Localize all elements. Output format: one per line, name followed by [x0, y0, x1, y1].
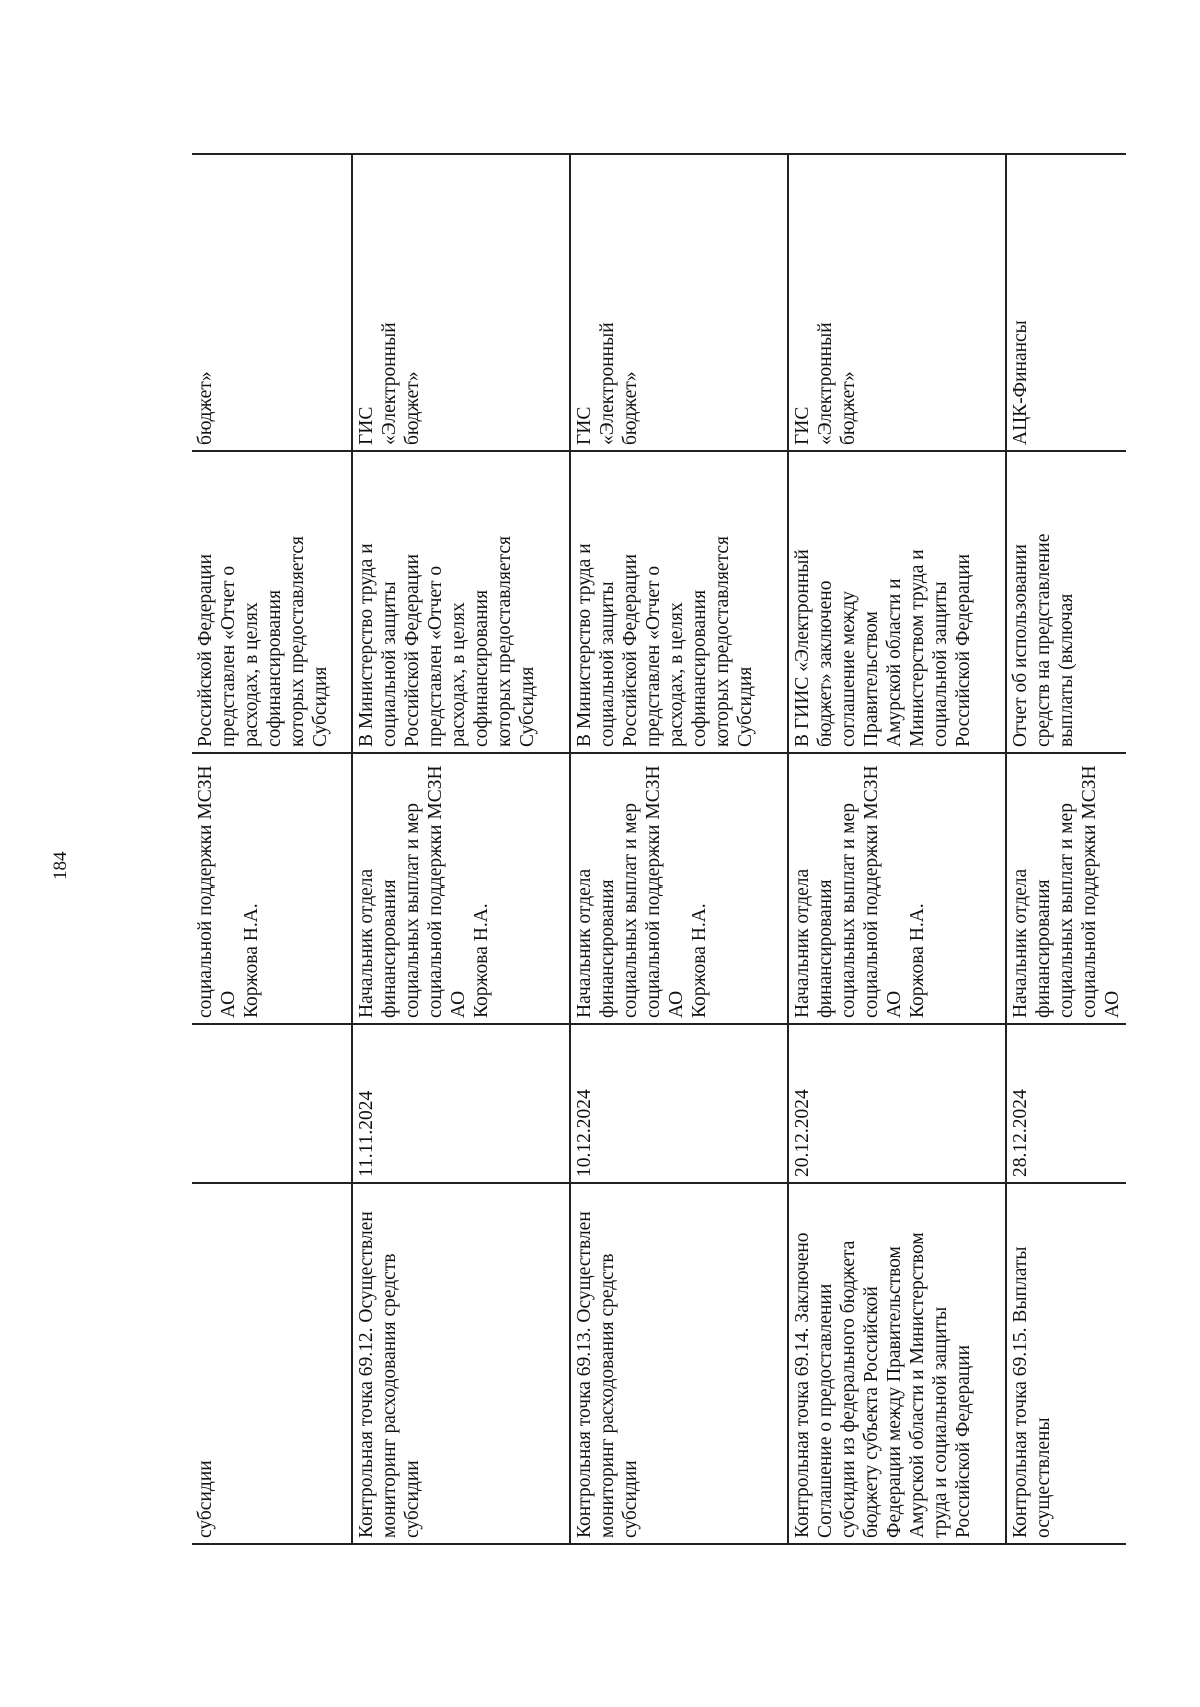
table-row — [352, 154, 570, 1544]
cell-responsible: Начальник отдела финансирования социальных выплат и мер социальной поддержки МСЗН АО Коржова Н.А. — [352, 753, 570, 1024]
cell-responsible: Начальник отдела финансирования социальных выплат и мер социальной поддержки МСЗН АО Коржова Н.А. — [788, 753, 1006, 1024]
cell-responsible: социальной поддержки МСЗН АО Коржова Н.А. — [192, 753, 352, 1024]
cell-result: В Министерство труда и социальной защиты Российской Федерации представлен «Отчет о расходах, в целях софинансирования которых предоставляется Субсидия — [352, 451, 570, 753]
cell-responsible: Начальник отдела финансирования социальных выплат и мер социальной поддержки МСЗН АО — [1006, 753, 1126, 1024]
cell-system: ГИС «Электронный бюджет» — [570, 154, 788, 451]
cell-result: Отчет об использовании средств на представление выплаты (включая — [1006, 451, 1126, 753]
cell-name: субсидии — [192, 1183, 352, 1544]
cell-system: бюджет» — [192, 154, 352, 451]
table-row — [788, 154, 1006, 1544]
cell-date: 28.12.2024 — [1006, 1024, 1126, 1183]
control-points-table — [192, 153, 1126, 1545]
cell-responsible: Начальник отдела финансирования социальных выплат и мер социальной поддержки МСЗН АО Коржова Н.А. — [570, 753, 788, 1024]
cell-name: Контрольная точка 69.14. Заключено Соглашение о предоставлении субсидии из федерального бюджета бюджету субъекта Российской Федерации между Правительством Амурской области и Министерством труда и социальной защиты Российской Федерации — [788, 1183, 1006, 1544]
cell-name: Контрольная точка 69.15. Выплаты осуществлены — [1006, 1183, 1126, 1544]
table-wrapper — [192, 155, 1123, 1545]
cell-name: Контрольная точка 69.13. Осуществлен мониторинг расходования средств субсидии — [570, 1183, 788, 1544]
table-row — [192, 154, 352, 1544]
page-number: 184 — [50, 851, 71, 880]
cell-date: 10.12.2024 — [570, 1024, 788, 1183]
cell-result: В Министерство труда и социальной защиты Российской Федерации представлен «Отчет о расходах, в целях софинансирования которых предоставляется Субсидия — [570, 451, 788, 753]
cell-system: АЦК-Финансы — [1006, 154, 1126, 451]
table-row — [570, 154, 788, 1544]
table-row — [1006, 154, 1126, 1544]
cell-system: ГИС «Электронный бюджет» — [352, 154, 570, 451]
cell-result: В ГИИС «Электронный бюджет» заключено соглашение между Правительством Амурской области и Министерством труда и социальной защиты Российской Федерации — [788, 451, 1006, 753]
cell-date — [192, 1024, 352, 1183]
cell-name: Контрольная точка 69.12. Осуществлен мониторинг расходования средств субсидии — [352, 1183, 570, 1544]
cell-date: 11.11.2024 — [352, 1024, 570, 1183]
cell-result: Российской Федерации представлен «Отчет о расходах, в целях софинансирования которых предоставляется Субсидия — [192, 451, 352, 753]
cell-date: 20.12.2024 — [788, 1024, 1006, 1183]
cell-system: ГИС «Электронный бюджет» — [788, 154, 1006, 451]
